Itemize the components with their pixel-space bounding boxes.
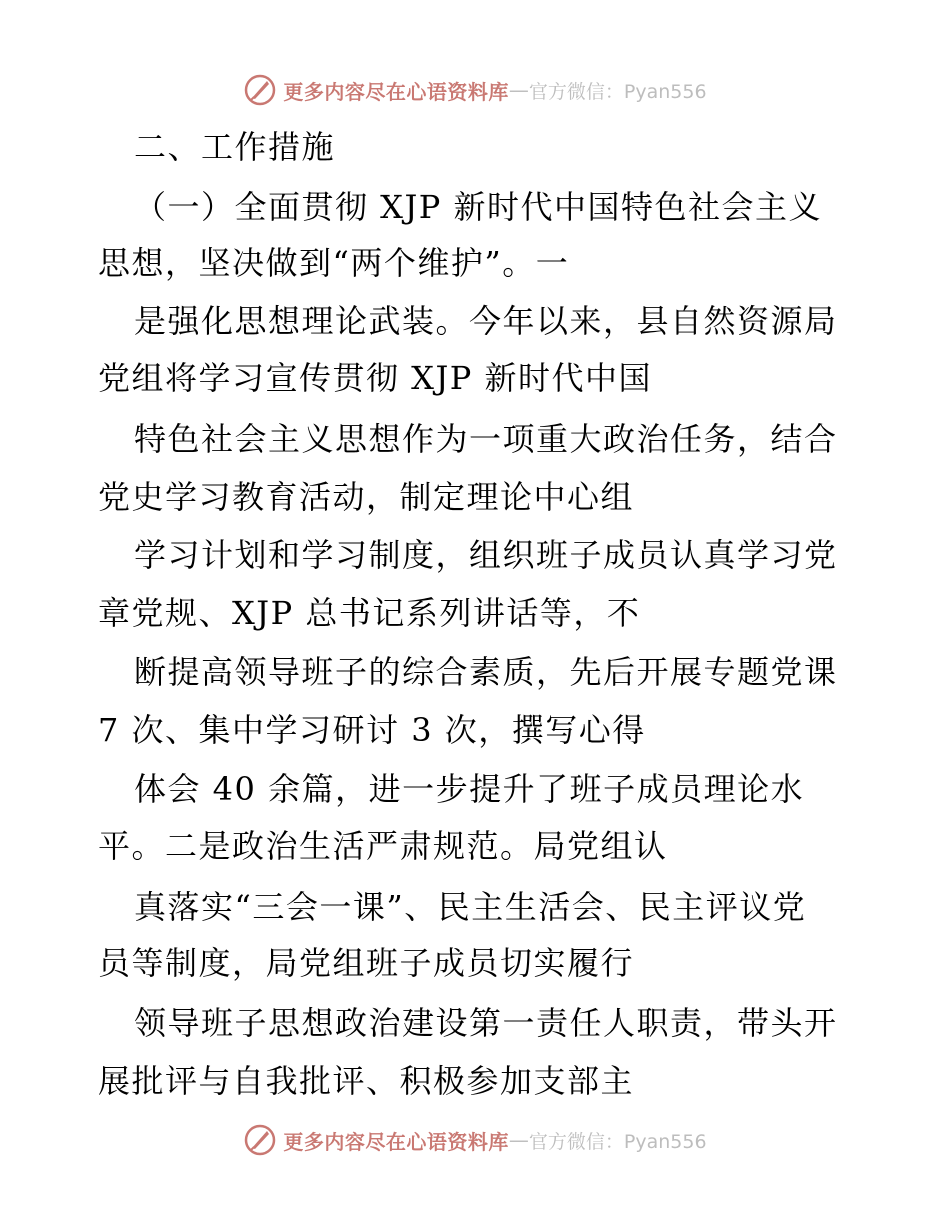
text-line: 平。二是政治生活严肃规范。局党组认 — [98, 827, 668, 865]
text-line: 展批评与自我批评、积极参加支部主 — [98, 1062, 635, 1100]
quill-logo-icon — [243, 73, 277, 107]
watermark-main-text: 更多内容尽在心语资料库 — [283, 79, 509, 104]
watermark-side-text: 官方微信：Pyan556 — [528, 80, 707, 103]
text-line: 党史学习教育活动，制定理论中心组 — [98, 478, 635, 516]
watermark-dash: — — [508, 78, 529, 102]
text-line: 真落实“三会一课”、民主生活会、民主评议党 — [134, 888, 807, 926]
text-line: 7 次、集中学习研讨 3 次，撰写心得 — [98, 711, 646, 749]
text-line: 党组将学习宣传贯彻 XJP 新时代中国 — [98, 359, 652, 397]
text-line: 章党规、XJP 总书记系列讲话等，不 — [98, 594, 641, 632]
text-line: 特色社会主义思想作为一项重大政治任务，结合 — [134, 420, 838, 458]
text-line: 学习计划和学习制度，组织班子成员认真学习党 — [134, 536, 838, 574]
text-line: （一）全面贯彻 XJP 新时代中国特色社会主义 — [134, 188, 822, 226]
watermark-dash: — — [508, 1128, 529, 1152]
footer-watermark — [0, 1120, 950, 1160]
text-line: 员等制度，局党组班子成员切实履行 — [98, 944, 635, 982]
watermark-main-text: 更多内容尽在心语资料库 — [283, 1129, 509, 1154]
text-line: 是强化思想理论武装。今年以来，县自然资源局 — [134, 302, 838, 340]
text-line: 思想，坚决做到“两个维护”。一 — [98, 244, 570, 282]
text-line: 领导班子思想政治建设第一责任人职责，带头开 — [134, 1004, 838, 1042]
text-line: 体会 40 余篇，进一步提升了班子成员理论水 — [134, 770, 805, 808]
section-heading: 二、工作措施 — [134, 128, 336, 166]
watermark-side-text: 官方微信：Pyan556 — [528, 1130, 707, 1153]
quill-logo-icon — [243, 1123, 277, 1157]
text-line: 断提高领导班子的综合素质，先后开展专题党课 — [134, 653, 838, 691]
header-watermark — [0, 70, 950, 110]
